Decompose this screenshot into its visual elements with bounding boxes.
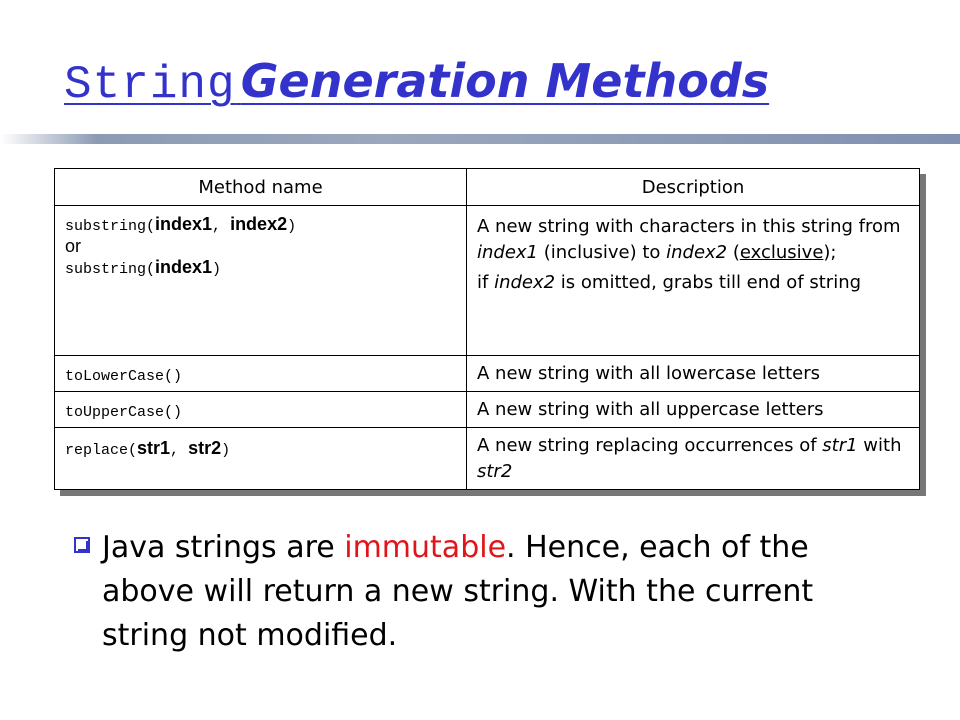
table-row bbox=[55, 392, 920, 428]
bullet-list bbox=[74, 526, 894, 658]
description-cell bbox=[467, 392, 920, 428]
methods-table bbox=[54, 168, 920, 490]
desc-italic: index1 bbox=[477, 242, 539, 263]
code-text: substring( bbox=[65, 261, 156, 278]
desc-underline: exclusive bbox=[739, 242, 824, 263]
desc-text: A new string replacing occurrences of bbox=[477, 435, 823, 456]
title-divider bbox=[0, 134, 960, 144]
method-cell bbox=[55, 206, 467, 356]
arg-text: str2 bbox=[188, 438, 222, 458]
desc-text: A new string with all uppercase letters bbox=[477, 399, 824, 420]
desc-text: ); bbox=[823, 242, 837, 263]
method-cell bbox=[55, 428, 467, 490]
method-cell bbox=[55, 392, 467, 428]
description-cell bbox=[467, 356, 920, 392]
description-cell bbox=[467, 428, 920, 490]
desc-text: A new string with all lowercase letters bbox=[477, 363, 820, 384]
arg-text: index1 bbox=[155, 214, 213, 234]
desc-italic: index2 bbox=[494, 272, 556, 293]
header-method-name: Method name bbox=[55, 169, 467, 206]
title-mono-part: String bbox=[64, 59, 236, 111]
desc-text: ( bbox=[727, 242, 740, 263]
arg-text: str1 bbox=[137, 438, 171, 458]
desc-italic: str2 bbox=[477, 461, 513, 482]
code-text: toLowerCase() bbox=[65, 368, 183, 385]
table-row bbox=[55, 356, 920, 392]
bullet-item bbox=[74, 526, 894, 658]
table-row bbox=[55, 206, 920, 356]
code-text: , bbox=[212, 218, 231, 235]
desc-text: if bbox=[477, 272, 495, 293]
code-text: toUpperCase() bbox=[65, 404, 183, 421]
description-cell bbox=[467, 206, 920, 356]
table-row bbox=[55, 428, 920, 490]
desc-italic: index2 bbox=[666, 242, 728, 263]
code-text: ) bbox=[287, 218, 297, 235]
code-text: substring( bbox=[65, 218, 156, 235]
code-text: , bbox=[170, 442, 189, 459]
arg-text: index1 bbox=[155, 257, 213, 277]
method-cell bbox=[55, 356, 467, 392]
desc-paragraph bbox=[477, 214, 911, 266]
slide-title bbox=[64, 54, 769, 111]
arg-text: index2 bbox=[230, 214, 288, 234]
code-text: ) bbox=[221, 442, 231, 459]
table-header-row bbox=[55, 169, 920, 206]
desc-text: (inclusive) to bbox=[538, 242, 667, 263]
checkbox-bullet-icon bbox=[74, 537, 90, 553]
bullet-text-part: Java strings are bbox=[102, 530, 345, 565]
code-text: ) bbox=[212, 261, 222, 278]
desc-italic: str1 bbox=[822, 435, 858, 456]
desc-paragraph bbox=[477, 270, 911, 296]
title-rest: Generation Methods bbox=[240, 54, 770, 108]
desc-text: is omitted, grabs till end of string bbox=[555, 272, 862, 293]
header-description: Description bbox=[467, 169, 920, 206]
desc-text: A new string with characters in this string from bbox=[477, 216, 901, 237]
or-text: or bbox=[65, 236, 82, 256]
bullet-text-part: . Hence, each of the above will return a new string. With the current string not modified. bbox=[102, 530, 814, 653]
bullet-highlight: immutable bbox=[344, 530, 507, 565]
bullet-text bbox=[102, 526, 894, 658]
code-text: replace( bbox=[65, 442, 138, 459]
desc-text: with bbox=[857, 435, 902, 456]
